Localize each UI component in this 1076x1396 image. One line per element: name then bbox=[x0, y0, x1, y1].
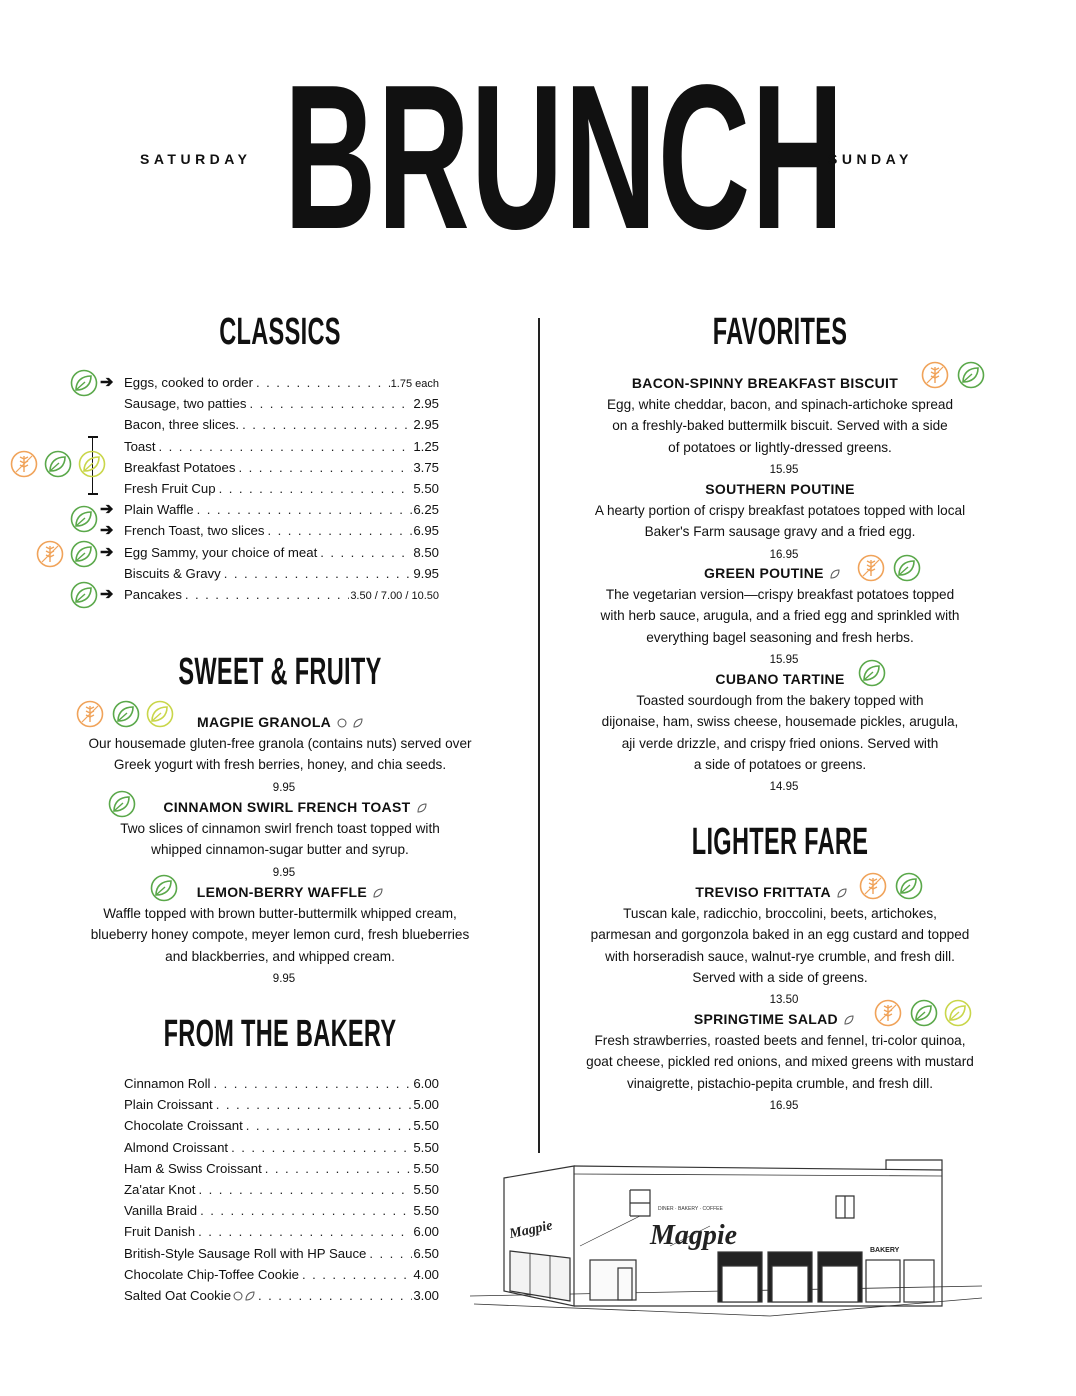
arrow-icon: ➔ bbox=[100, 522, 114, 539]
list-item: French Toast, two slices . . . 6.95 bbox=[124, 520, 439, 541]
nuts-icon bbox=[337, 718, 347, 728]
leaf-mini-icon bbox=[837, 888, 847, 898]
arrow-icon: ➔ bbox=[100, 501, 114, 518]
side-sign-text: Magpie bbox=[508, 1218, 554, 1243]
leaf-mini-icon bbox=[373, 888, 383, 898]
gluten-free-icon bbox=[36, 540, 64, 568]
list-item: Fresh Fruit Cup . . . 5.50 bbox=[124, 478, 439, 499]
list-item: Vanilla Braid . . . 5.50 bbox=[124, 1200, 439, 1221]
sweet-fruity-heading: SWEET & FRUITY bbox=[178, 651, 382, 693]
magpie-building-illustration bbox=[470, 1156, 982, 1336]
sign-top-text: DINER · BAKERY · COFFEE bbox=[658, 1206, 723, 1212]
list-item: Bacon, three slices. . . . 2.95 bbox=[124, 414, 439, 435]
list-item: British-Style Sausage Roll with HP Sauce . . . 6.50 bbox=[124, 1243, 439, 1264]
column-divider bbox=[538, 318, 540, 1153]
leaf-mini-icon bbox=[245, 1291, 255, 1301]
list-item: Za'atar Knot . . . 5.50 bbox=[124, 1179, 439, 1200]
list-item: Breakfast Potatoes . . . 3.75 bbox=[124, 457, 439, 478]
list-item: Chocolate Chip-Toffee Cookie . . . 4.00 bbox=[124, 1264, 439, 1285]
list-item: Plain Croissant . . . 5.00 bbox=[124, 1094, 439, 1115]
list-item: Fruit Danish . . . 6.00 bbox=[124, 1221, 439, 1242]
page-title: BRUNCH bbox=[284, 42, 845, 272]
bakery-sign-text: BAKERY bbox=[870, 1247, 900, 1254]
item-name: SPRINGTIME SALAD bbox=[693, 1011, 838, 1027]
item-name: GREEN POUTINE bbox=[703, 565, 824, 581]
vegetarian-icon bbox=[70, 369, 98, 397]
list-item: Pancakes . . . 3.50 / 7.00 / 10.50 bbox=[124, 584, 439, 605]
list-item: Biscuits & Gravy . . . 9.95 bbox=[124, 563, 439, 584]
item-name: LEMON-BERRY WAFFLE bbox=[196, 884, 368, 900]
leaf-mini-icon bbox=[417, 803, 427, 813]
item-name: CINNAMON SWIRL FRENCH TOAST bbox=[163, 799, 411, 815]
nuts-icon bbox=[233, 1291, 243, 1301]
list-item: Chocolate Croissant . . . 5.50 bbox=[124, 1115, 439, 1136]
list-item: Almond Croissant . . . 5.50 bbox=[124, 1137, 439, 1158]
saturday-label: SATURDAY bbox=[140, 151, 252, 167]
favorites-heading: FAVORITES bbox=[712, 311, 848, 353]
item-name: BACON-SPINNY BREAKFAST BISCUIT bbox=[631, 375, 899, 391]
vegetarian-icon bbox=[70, 540, 98, 568]
vegetarian-icon bbox=[70, 505, 98, 533]
vegan-option-icon bbox=[78, 450, 106, 478]
list-item: Eggs, cooked to order . . . 1.75 each bbox=[124, 372, 439, 393]
list-item: Plain Waffle . . . 6.25 bbox=[124, 499, 439, 520]
menu-item-lemon-berry-waffle: LEMON-BERRY WAFFLE Waffle topped with brown butter-buttermilk whipped cream, blueberry honey compote, meyer lemon curd, fresh blueberries and blackberries, and whipped cream. 9.95 bbox=[90, 884, 470, 985]
item-name: TREVISO FRITTATA bbox=[695, 884, 831, 900]
arrow-icon: ➔ bbox=[100, 544, 114, 561]
leaf-mini-icon bbox=[353, 718, 363, 728]
list-item: Ham & Swiss Croissant . . . 5.50 bbox=[124, 1158, 439, 1179]
list-item: Sausage, two patties . . . 2.95 bbox=[124, 393, 439, 414]
bakery-list bbox=[124, 1073, 439, 1306]
sunday-label: SUNDAY bbox=[828, 151, 913, 167]
menu-item-cubano-tartine: CUBANO TARTINE Toasted sourdough from the bakery topped with dijonaise, ham, swiss cheese, housemade pickles, arugula, aji verde drizzle, and crispy fried onions. Served with a side of potatoes or greens. 14.95 bbox=[601, 671, 959, 794]
bakery-heading: FROM THE BAKERY bbox=[163, 1013, 397, 1055]
list-item: Egg Sammy, your choice of meat . . . 8.50 bbox=[124, 542, 439, 563]
list-item: Cinnamon Roll . . . 6.00 bbox=[124, 1073, 439, 1094]
menu-item-springtime-salad: SPRINGTIME SALAD Fresh strawberries, roasted beets and fennel, tri-color quinoa, goat cheese, pickled red onions, and mixed greens with mustard vinaigrette, pistachio-pepita crumble, and fresh dill. 16.95 bbox=[586, 1011, 974, 1112]
item-name: SOUTHERN POUTINE bbox=[705, 481, 855, 497]
vegetarian-icon bbox=[70, 581, 98, 609]
arrow-icon: ➔ bbox=[100, 374, 114, 391]
menu-item-southern-poutine: SOUTHERN POUTINE A hearty portion of crispy breakfast potatoes topped with local Baker's Farm sausage gravy and a fried egg. 16.95 bbox=[594, 481, 966, 561]
item-name: MAGPIE GRANOLA bbox=[197, 714, 331, 730]
classics-heading: CLASSICS bbox=[219, 311, 341, 353]
list-item: Salted Oat Cookie . . . 3.00 bbox=[124, 1285, 439, 1306]
main-sign-text: Magpie bbox=[650, 1220, 738, 1251]
arrow-icon: ➔ bbox=[100, 586, 114, 603]
list-item: Toast . . . 1.25 bbox=[124, 436, 439, 457]
menu-item-magpie-granola: MAGPIE GRANOLA Our housemade gluten-free granola (contains nuts) served over Greek yogurt with fresh berries, honey, and chia seeds. 9.95 bbox=[88, 714, 472, 794]
leaf-mini-icon bbox=[830, 569, 840, 579]
vegetarian-icon bbox=[44, 450, 72, 478]
menu-item-treviso-frittata: TREVISO FRITTATA Tuscan kale, radicchio, broccolini, beets, artichokes, parmesan and gorgonzola baked in an egg custard and topped with horseradish sauce, walnut-rye crumble, and fresh dill. Served with a side of greens. 13.50 bbox=[590, 884, 970, 1007]
gluten-free-icon bbox=[10, 450, 38, 478]
menu-item-bacon-spinny-biscuit: BACON-SPINNY BREAKFAST BISCUIT Egg, white cheddar, bacon, and spinach-artichoke spread on a freshly-baked buttermilk biscuit. Served with a side of potatoes or lightly-dressed greens. 15.95 bbox=[606, 375, 954, 476]
menu-item-green-poutine: GREEN POUTINE The vegetarian version—crispy breakfast potatoes topped with herb sauce, arugula, and a fried egg and sprinkled with everything bagel seasoning and fresh herbs. 15.95 bbox=[600, 565, 960, 666]
classics-list bbox=[124, 372, 439, 605]
menu-item-cinnamon-french-toast: CINNAMON SWIRL FRENCH TOAST Two slices of cinnamon swirl french toast topped with whipped cinnamon-sugar butter and syrup. 9.95 bbox=[120, 799, 440, 879]
leaf-mini-icon bbox=[844, 1015, 854, 1025]
bracket-top bbox=[88, 436, 98, 438]
lighter-fare-heading: LIGHTER FARE bbox=[691, 821, 869, 863]
item-name: CUBANO TARTINE bbox=[715, 671, 845, 687]
bracket-bottom bbox=[88, 493, 98, 495]
